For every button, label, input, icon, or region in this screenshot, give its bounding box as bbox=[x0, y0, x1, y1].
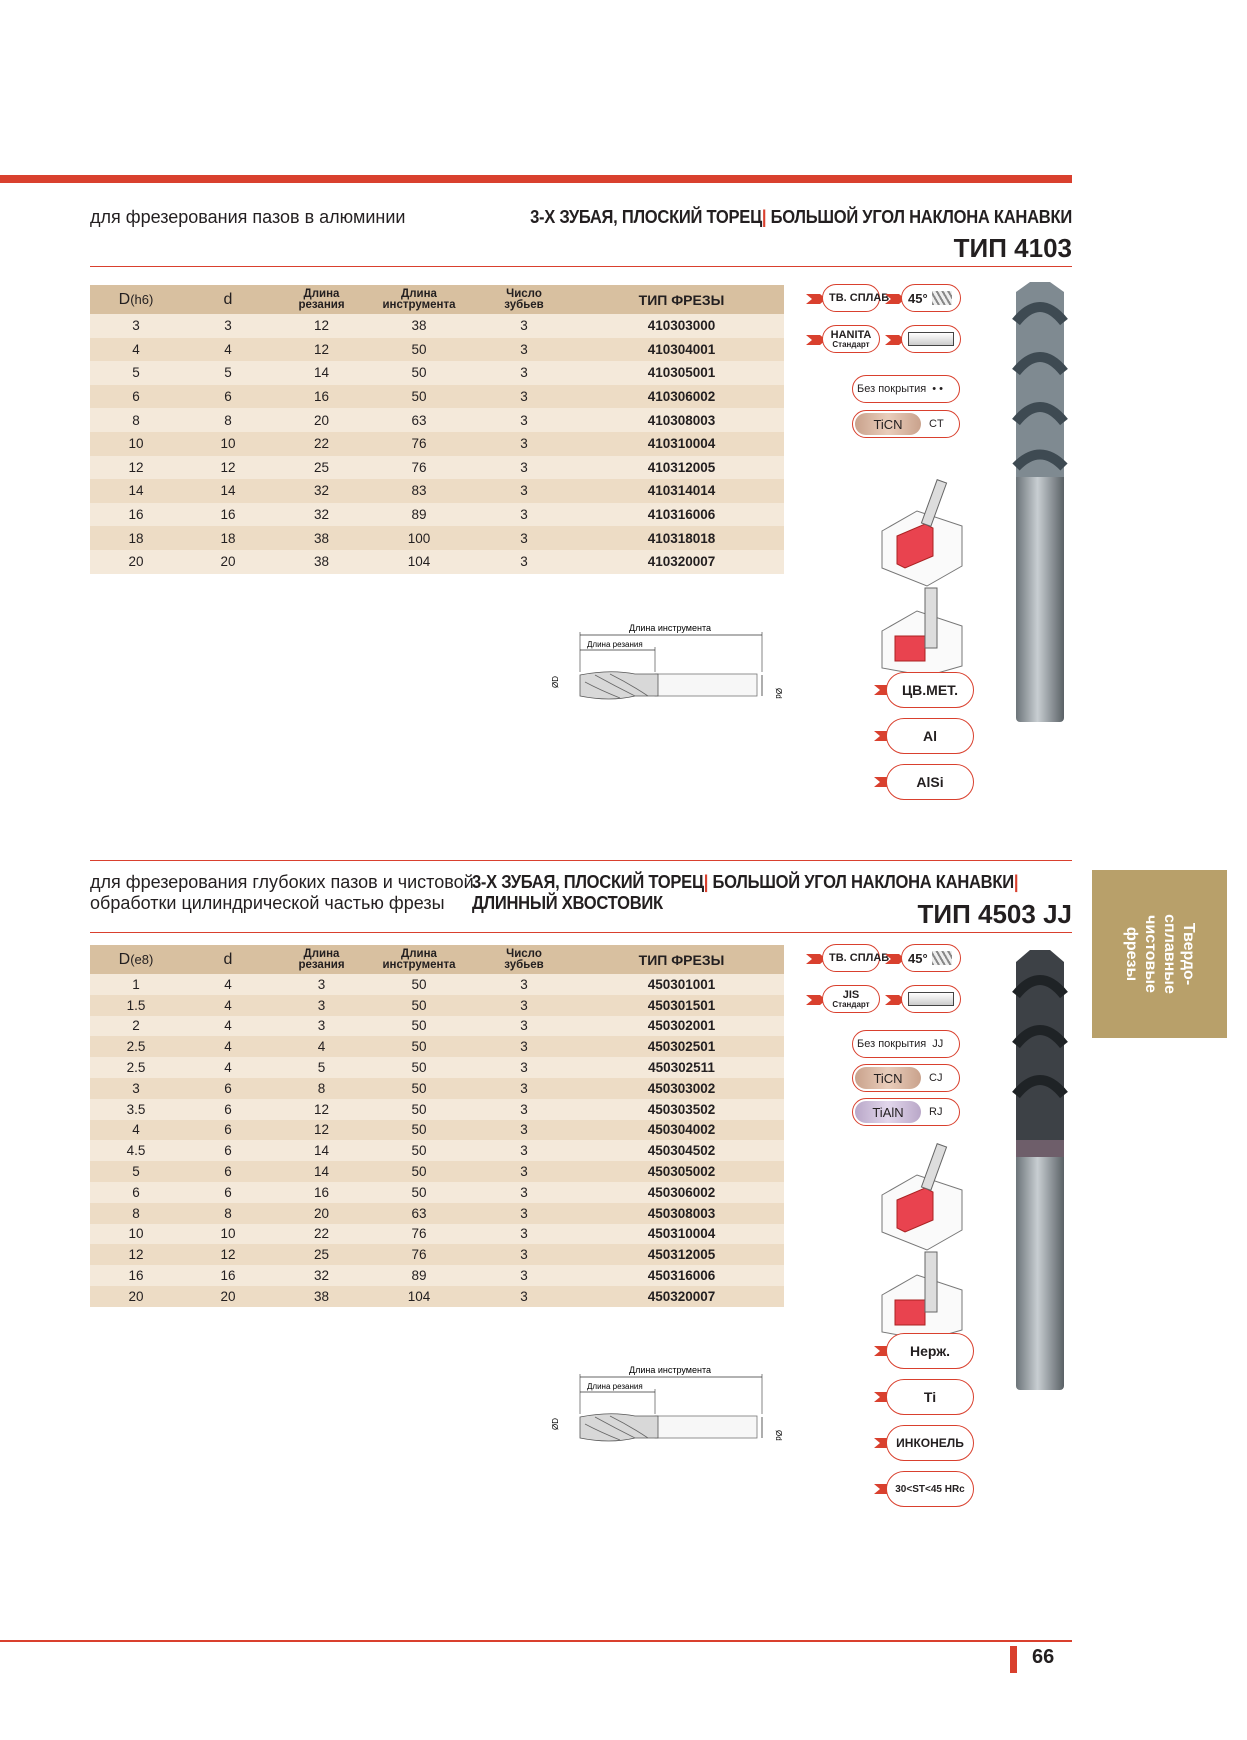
col-header-tool-length: Длина инструмента bbox=[369, 285, 469, 314]
table-cell: 16 bbox=[274, 385, 369, 409]
table-cell: 1.5 bbox=[90, 995, 182, 1016]
part-number-cell: 410312005 bbox=[579, 456, 784, 480]
table-cell: 32 bbox=[274, 479, 369, 503]
table-row bbox=[90, 314, 784, 338]
flat-end-badge bbox=[901, 985, 961, 1013]
table-cell: 3.5 bbox=[90, 1099, 182, 1120]
table-cell: 18 bbox=[90, 526, 182, 550]
table-cell: 76 bbox=[369, 432, 469, 456]
section2-spec-table bbox=[90, 945, 784, 1307]
part-number-cell: 450303502 bbox=[579, 1099, 784, 1120]
table-cell: 38 bbox=[369, 314, 469, 338]
end-mill-photo-4103 bbox=[1010, 282, 1070, 732]
table-cell: 4.5 bbox=[90, 1140, 182, 1161]
table-cell: 2.5 bbox=[90, 1036, 182, 1057]
table-cell: 6 bbox=[90, 385, 182, 409]
section2-subtitle-line1: для фрезерования глубоких пазов и чистовой bbox=[90, 872, 474, 892]
coating-chip-ticn: TiCN CT bbox=[852, 410, 960, 438]
table-cell: 3 bbox=[469, 1161, 579, 1182]
table-cell: 12 bbox=[90, 456, 182, 480]
table-cell: 6 bbox=[182, 1120, 274, 1141]
material-pill-alsi: AlSi bbox=[886, 764, 974, 800]
table-cell: 50 bbox=[369, 1016, 469, 1037]
section2-subtitle bbox=[90, 872, 474, 914]
part-number-cell: 450301501 bbox=[579, 995, 784, 1016]
section2-heading-line2: ДЛИННЫЙ ХВОСТОВИК bbox=[472, 893, 663, 913]
part-number-cell: 450308003 bbox=[579, 1203, 784, 1224]
table-row bbox=[90, 361, 784, 385]
table-cell: 3 bbox=[469, 1286, 579, 1307]
side-tab-text: Твердо- сплавные чистовые фрезы bbox=[1122, 914, 1197, 994]
table-cell: 18 bbox=[182, 526, 274, 550]
section1-heading-part-a: 3-Х ЗУБАЯ, ПЛОСКИЙ ТОРЕЦ bbox=[530, 207, 762, 227]
coating-chip-ticn: TiCN CJ bbox=[852, 1064, 960, 1092]
table-cell: 50 bbox=[369, 1078, 469, 1099]
table-cell: 20 bbox=[182, 550, 274, 574]
table-row bbox=[90, 432, 784, 456]
table-cell: 6 bbox=[182, 1099, 274, 1120]
part-number-cell: 450303002 bbox=[579, 1078, 784, 1099]
col-header-d: d bbox=[182, 285, 274, 314]
col-header-type: ТИП ФРЕЗЫ bbox=[579, 945, 784, 974]
table-cell: 3 bbox=[469, 1140, 579, 1161]
material-pill-inconel: ИНКОНЕЛЬ bbox=[886, 1425, 974, 1461]
section1-type-title: ТИП 4103 bbox=[953, 233, 1072, 263]
flat-end-badge bbox=[901, 325, 961, 353]
table-row bbox=[90, 974, 784, 995]
part-number-cell: 450304502 bbox=[579, 1140, 784, 1161]
section2-table-body bbox=[90, 974, 784, 1307]
table-cell: 3 bbox=[469, 1057, 579, 1078]
table-header-row bbox=[90, 945, 784, 974]
table-row bbox=[90, 550, 784, 574]
table-cell: 4 bbox=[182, 974, 274, 995]
col-header-d: d bbox=[182, 945, 274, 974]
table-cell: 10 bbox=[90, 1224, 182, 1245]
table-cell: 76 bbox=[369, 456, 469, 480]
table-cell: 50 bbox=[369, 1099, 469, 1120]
table-cell: 3 bbox=[469, 1182, 579, 1203]
helix-icon bbox=[932, 951, 952, 965]
table-cell: 3 bbox=[469, 1224, 579, 1245]
part-number-cell: 450306002 bbox=[579, 1182, 784, 1203]
table-cell: 14 bbox=[274, 1161, 369, 1182]
table-cell: 104 bbox=[369, 1286, 469, 1307]
table-cell: 3 bbox=[469, 1203, 579, 1224]
standard-badge: HANITA Стандарт bbox=[822, 325, 880, 353]
material-pill-ti: Ti bbox=[886, 1379, 974, 1415]
table-cell: 3 bbox=[90, 314, 182, 338]
table-cell: 104 bbox=[369, 550, 469, 574]
table-cell: 3 bbox=[469, 550, 579, 574]
col-header-cut-length: Длина резания bbox=[274, 945, 369, 974]
footer-rule bbox=[0, 1640, 1072, 1642]
table-cell: 3 bbox=[182, 314, 274, 338]
part-number-cell: 410306002 bbox=[579, 385, 784, 409]
table-cell: 12 bbox=[182, 456, 274, 480]
part-number-cell: 450301001 bbox=[579, 974, 784, 995]
table-cell: 3 bbox=[469, 1036, 579, 1057]
coating-chip-uncoated: Без покрытия • • bbox=[852, 375, 960, 403]
part-number-cell: 450310004 bbox=[579, 1224, 784, 1245]
table-cell: 3 bbox=[469, 456, 579, 480]
part-number-cell: 410303000 bbox=[579, 314, 784, 338]
helix-icon bbox=[932, 291, 952, 305]
col-header-tool-length: Длина инструмента bbox=[369, 945, 469, 974]
table-cell: 3 bbox=[469, 432, 579, 456]
table-row bbox=[90, 456, 784, 480]
table-row bbox=[90, 995, 784, 1016]
table-cell: 25 bbox=[274, 1244, 369, 1265]
table-cell: 16 bbox=[182, 1265, 274, 1286]
table-cell: 10 bbox=[182, 432, 274, 456]
table-cell: 3 bbox=[90, 1078, 182, 1099]
table-cell: 12 bbox=[274, 314, 369, 338]
table-cell: 8 bbox=[90, 408, 182, 432]
page-number: 66 bbox=[1032, 1646, 1055, 1668]
table-cell: 50 bbox=[369, 1182, 469, 1203]
part-number-cell: 410304001 bbox=[579, 338, 784, 362]
table-cell: 3 bbox=[469, 314, 579, 338]
table-cell: 2.5 bbox=[90, 1057, 182, 1078]
table-cell: 4 bbox=[274, 1036, 369, 1057]
table-cell: 10 bbox=[90, 432, 182, 456]
section1-spec-table bbox=[90, 285, 784, 574]
table-cell: 3 bbox=[469, 1078, 579, 1099]
table-cell: 38 bbox=[274, 526, 369, 550]
table-cell: 76 bbox=[369, 1224, 469, 1245]
part-number-cell: 450312005 bbox=[579, 1244, 784, 1265]
section2-type-title: ТИП 4503 JJ bbox=[917, 899, 1072, 929]
table-cell: 4 bbox=[182, 1016, 274, 1037]
part-number-cell: 410320007 bbox=[579, 550, 784, 574]
table-cell: 12 bbox=[274, 1099, 369, 1120]
table-cell: 50 bbox=[369, 995, 469, 1016]
col-header-D: D(e8) bbox=[90, 945, 182, 974]
table-cell: 6 bbox=[182, 1161, 274, 1182]
table-cell: 20 bbox=[90, 550, 182, 574]
table-cell: 12 bbox=[274, 1120, 369, 1141]
table-row bbox=[90, 1099, 784, 1120]
table-cell: 22 bbox=[274, 1224, 369, 1245]
flat-end-icon bbox=[908, 992, 954, 1006]
section1-tool-dimension-diagram bbox=[540, 620, 800, 720]
table-cell: 63 bbox=[369, 1203, 469, 1224]
table-cell: 4 bbox=[182, 1057, 274, 1078]
material-pill-nonferrous: ЦВ.МЕТ. bbox=[886, 672, 974, 708]
table-cell: 76 bbox=[369, 1244, 469, 1265]
table-cell: 12 bbox=[182, 1244, 274, 1265]
side-tab-category bbox=[1092, 870, 1227, 1038]
part-number-cell: 410308003 bbox=[579, 408, 784, 432]
page-number-marker bbox=[1010, 1646, 1017, 1673]
table-cell: 50 bbox=[369, 1140, 469, 1161]
table-cell: 25 bbox=[274, 456, 369, 480]
table-row bbox=[90, 1224, 784, 1245]
part-number-cell: 450304002 bbox=[579, 1120, 784, 1141]
table-cell: 20 bbox=[274, 1203, 369, 1224]
material-pill-stainless: Нерж. bbox=[886, 1333, 974, 1369]
part-number-cell: 410316006 bbox=[579, 503, 784, 527]
col-header-teeth: Число зубьев bbox=[469, 945, 579, 974]
table-cell: 4 bbox=[182, 995, 274, 1016]
col-header-type: ТИП ФРЕЗЫ bbox=[579, 285, 784, 314]
table-cell: 3 bbox=[469, 1120, 579, 1141]
section2-tool-dimension-diagram bbox=[540, 1362, 800, 1462]
slot-milling-sketch bbox=[877, 1140, 967, 1340]
material-badge: ТВ. СПЛАВ bbox=[822, 944, 880, 972]
table-cell: 50 bbox=[369, 974, 469, 995]
table-cell: 14 bbox=[274, 1140, 369, 1161]
table-cell: 16 bbox=[90, 503, 182, 527]
diagram1-D-label: ØD bbox=[551, 676, 560, 688]
table-cell: 32 bbox=[274, 1265, 369, 1286]
table-header-row bbox=[90, 285, 784, 314]
table-cell: 6 bbox=[182, 385, 274, 409]
helix-angle-badge: 45° bbox=[901, 284, 961, 312]
table-cell: 14 bbox=[182, 479, 274, 503]
table-cell: 6 bbox=[182, 1140, 274, 1161]
table-row bbox=[90, 479, 784, 503]
table-row bbox=[90, 1203, 784, 1224]
table-row bbox=[90, 1140, 784, 1161]
diagram2-D-label: ØD bbox=[551, 1418, 560, 1430]
table-cell: 3 bbox=[469, 479, 579, 503]
diagram1-total-length-label: Длина инструмента bbox=[629, 623, 711, 633]
table-cell: 50 bbox=[369, 361, 469, 385]
slot-milling-sketch bbox=[877, 476, 967, 676]
material-badge: ТВ. СПЛАВ bbox=[822, 284, 880, 312]
table-cell: 14 bbox=[274, 361, 369, 385]
table-cell: 16 bbox=[90, 1265, 182, 1286]
table-cell: 100 bbox=[369, 526, 469, 550]
material-pill-hardness: 30<ST<45 HRc bbox=[886, 1471, 974, 1507]
table-cell: 83 bbox=[369, 479, 469, 503]
table-cell: 6 bbox=[182, 1078, 274, 1099]
table-cell: 12 bbox=[90, 1244, 182, 1265]
part-number-cell: 450305002 bbox=[579, 1161, 784, 1182]
table-cell: 3 bbox=[274, 974, 369, 995]
flat-end-icon bbox=[908, 332, 954, 346]
table-cell: 3 bbox=[469, 503, 579, 527]
part-number-cell: 450302001 bbox=[579, 1016, 784, 1037]
diagram2-total-length-label: Длина инструмента bbox=[629, 1365, 711, 1375]
col-header-teeth: Число зубьев bbox=[469, 285, 579, 314]
table-row bbox=[90, 526, 784, 550]
table-row bbox=[90, 1120, 784, 1141]
diagram2-cut-length-label: Длина резания bbox=[587, 1382, 643, 1391]
table-row bbox=[90, 1265, 784, 1286]
table-cell: 38 bbox=[274, 1286, 369, 1307]
table-cell: 6 bbox=[182, 1182, 274, 1203]
table-cell: 5 bbox=[274, 1057, 369, 1078]
table-cell: 8 bbox=[90, 1203, 182, 1224]
table-cell: 5 bbox=[90, 361, 182, 385]
col-header-cut-length: Длина резания bbox=[274, 285, 369, 314]
table-cell: 14 bbox=[90, 479, 182, 503]
table-cell: 50 bbox=[369, 1036, 469, 1057]
table-row bbox=[90, 338, 784, 362]
section1-subtitle: для фрезерования пазов в алюминии bbox=[90, 207, 406, 227]
table-cell: 3 bbox=[469, 385, 579, 409]
part-number-cell: 450302501 bbox=[579, 1036, 784, 1057]
table-cell: 50 bbox=[369, 338, 469, 362]
table-cell: 5 bbox=[182, 361, 274, 385]
table-cell: 8 bbox=[182, 1203, 274, 1224]
table-cell: 6 bbox=[90, 1182, 182, 1203]
material-pill-al: Al bbox=[886, 718, 974, 754]
top-accent-bar bbox=[0, 175, 1072, 183]
section1-heading-part-b: БОЛЬШОЙ УГОЛ НАКЛОНА КАНАВКИ bbox=[766, 207, 1072, 227]
diagram2-d-label: Ød bbox=[774, 1430, 783, 1441]
table-cell: 1 bbox=[90, 974, 182, 995]
col-header-D: D(h6) bbox=[90, 285, 182, 314]
section2-heading: 3-Х ЗУБАЯ, ПЛОСКИЙ ТОРЕЦ| БОЛЬШОЙ УГОЛ НАКЛОНА КАНАВКИ| ДЛИННЫЙ ХВОСТОВИК bbox=[472, 872, 1019, 913]
table-cell: 50 bbox=[369, 1120, 469, 1141]
table-cell: 2 bbox=[90, 1016, 182, 1037]
table-row bbox=[90, 385, 784, 409]
table-cell: 50 bbox=[369, 1057, 469, 1078]
table-row bbox=[90, 1036, 784, 1057]
table-row bbox=[90, 408, 784, 432]
helix-angle-badge: 45° bbox=[901, 944, 961, 972]
table-cell: 10 bbox=[182, 1224, 274, 1245]
table-cell: 3 bbox=[469, 1099, 579, 1120]
table-cell: 3 bbox=[469, 1016, 579, 1037]
standard-badge: JIS Стандарт bbox=[822, 985, 880, 1013]
table-row bbox=[90, 1078, 784, 1099]
part-number-cell: 450302511 bbox=[579, 1057, 784, 1078]
table-cell: 3 bbox=[469, 361, 579, 385]
table-cell: 8 bbox=[274, 1078, 369, 1099]
table-cell: 32 bbox=[274, 503, 369, 527]
table-cell: 4 bbox=[182, 1036, 274, 1057]
part-number-cell: 410318018 bbox=[579, 526, 784, 550]
table-cell: 20 bbox=[90, 1286, 182, 1307]
section1-divider bbox=[90, 266, 1072, 267]
table-cell: 3 bbox=[469, 1265, 579, 1286]
table-cell: 16 bbox=[274, 1182, 369, 1203]
table-cell: 20 bbox=[274, 408, 369, 432]
table-cell: 50 bbox=[369, 1161, 469, 1182]
diagram1-cut-length-label: Длина резания bbox=[587, 640, 643, 649]
table-cell: 50 bbox=[369, 385, 469, 409]
table-cell: 3 bbox=[469, 338, 579, 362]
part-number-cell: 450320007 bbox=[579, 1286, 784, 1307]
section2-divider bbox=[90, 932, 1072, 933]
part-number-cell: 410305001 bbox=[579, 361, 784, 385]
diagram1-d-label: Ød bbox=[774, 688, 783, 699]
table-cell: 3 bbox=[469, 974, 579, 995]
coating-chip-tialn: TiAlN RJ bbox=[852, 1098, 960, 1126]
table-row bbox=[90, 1057, 784, 1078]
section2-subtitle-line2: обработки цилиндрической частью фрезы bbox=[90, 893, 445, 913]
table-cell: 8 bbox=[182, 408, 274, 432]
part-number-cell: 410310004 bbox=[579, 432, 784, 456]
table-row bbox=[90, 1182, 784, 1203]
table-cell: 3 bbox=[274, 995, 369, 1016]
table-cell: 4 bbox=[182, 338, 274, 362]
table-row bbox=[90, 1244, 784, 1265]
table-cell: 89 bbox=[369, 1265, 469, 1286]
coating-chip-uncoated: Без покрытия JJ bbox=[852, 1030, 960, 1058]
table-cell: 20 bbox=[182, 1286, 274, 1307]
table-row bbox=[90, 503, 784, 527]
table-cell: 3 bbox=[469, 995, 579, 1016]
table-cell: 16 bbox=[182, 503, 274, 527]
table-cell: 12 bbox=[274, 338, 369, 362]
section2-divider-top bbox=[90, 860, 1072, 861]
table-cell: 3 bbox=[469, 408, 579, 432]
part-number-cell: 450316006 bbox=[579, 1265, 784, 1286]
table-cell: 38 bbox=[274, 550, 369, 574]
table-cell: 89 bbox=[369, 503, 469, 527]
table-cell: 22 bbox=[274, 432, 369, 456]
table-row bbox=[90, 1016, 784, 1037]
part-number-cell: 410314014 bbox=[579, 479, 784, 503]
table-row bbox=[90, 1161, 784, 1182]
section1-heading bbox=[530, 207, 1072, 228]
table-cell: 63 bbox=[369, 408, 469, 432]
table-row bbox=[90, 1286, 784, 1307]
table-cell: 3 bbox=[274, 1016, 369, 1037]
table-cell: 4 bbox=[90, 338, 182, 362]
heading-separator: | bbox=[761, 207, 767, 227]
table-cell: 3 bbox=[469, 526, 579, 550]
section1-table-body bbox=[90, 314, 784, 574]
end-mill-photo-4503 bbox=[1010, 950, 1070, 1398]
table-cell: 4 bbox=[90, 1120, 182, 1141]
table-cell: 5 bbox=[90, 1161, 182, 1182]
table-cell: 3 bbox=[469, 1244, 579, 1265]
